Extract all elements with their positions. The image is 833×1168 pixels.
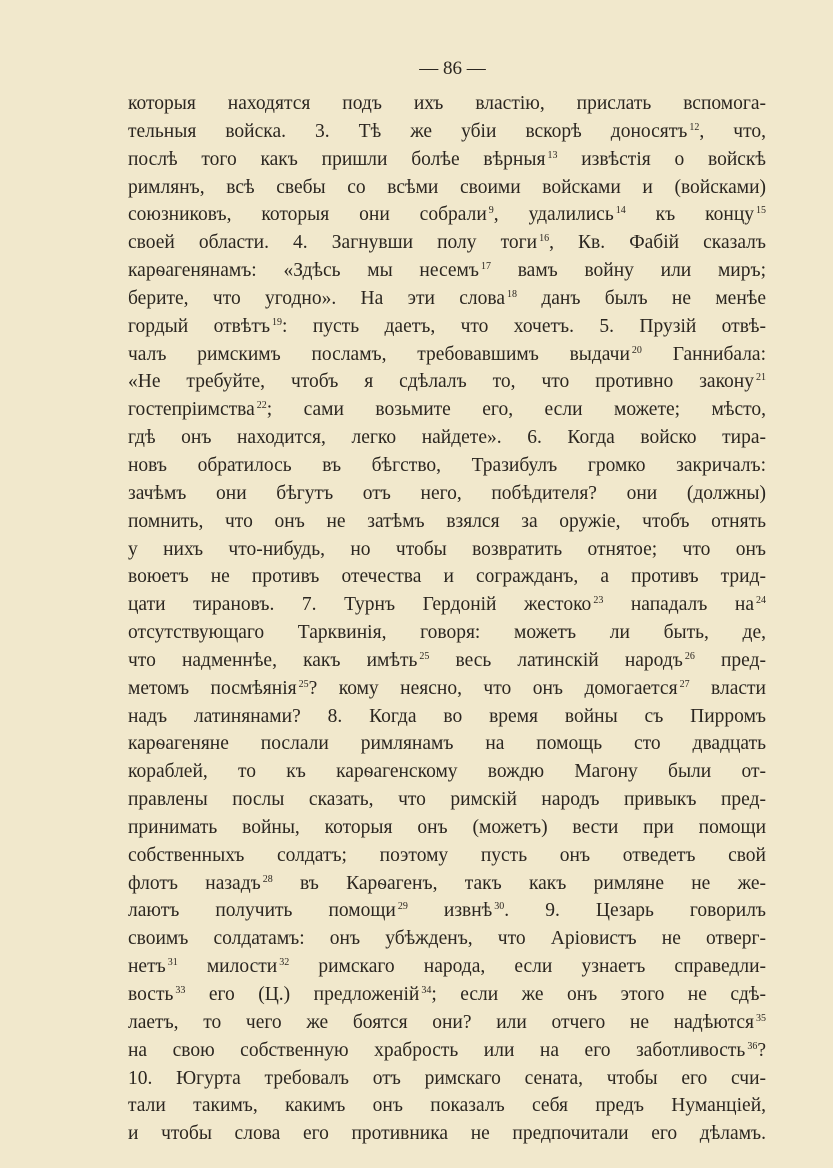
- footnote-ref: 26: [684, 650, 695, 662]
- text-run: его (Ц.) предложеній: [185, 984, 420, 1005]
- footnote-ref: 34: [421, 985, 432, 996]
- text-run: ? кому неясно, что онъ домогается: [308, 677, 678, 699]
- text-line: [128, 229, 766, 257]
- text-run: нетъ: [128, 956, 166, 978]
- text-run: нападалъ на: [603, 594, 755, 616]
- text-run: , Кв. Фабій сказалъ: [549, 232, 766, 254]
- text-line: [128, 563, 766, 591]
- text-run: цати тирановъ. 7. Турнъ Гердоній жестоко: [128, 594, 592, 616]
- text-run: вость: [128, 984, 174, 1005]
- text-run: гостепріимства: [128, 399, 255, 421]
- text-line: [128, 703, 766, 731]
- text-line: [128, 786, 766, 814]
- text-line: [128, 870, 766, 898]
- text-run: въ Карѳагенъ, такъ какъ римляне не же-: [272, 872, 766, 894]
- text-run: гордый отвѣтъ: [128, 315, 271, 337]
- text-run: которыя находятся подъ ихъ властію, прислать вспомога-: [128, 93, 766, 114]
- footnote-ref: 24: [756, 595, 766, 607]
- text-run: римскаго народа, если узнаетъ справедли-: [289, 956, 766, 978]
- page-body-text: [128, 90, 766, 1148]
- text-run: карѳагеняне послали римлянамъ на помощь сто двадцать: [128, 733, 766, 755]
- text-line: [128, 619, 766, 647]
- text-line: [128, 1120, 766, 1148]
- text-line: [128, 842, 766, 870]
- footnote-ref: 35: [756, 1012, 766, 1024]
- text-run: зачѣмъ они бѣгутъ отъ него, побѣдителя? они (должны): [128, 482, 766, 504]
- footnote-ref: 27: [679, 678, 690, 690]
- text-run: извнѣ: [407, 900, 493, 922]
- footnote-ref: 36: [747, 1040, 758, 1052]
- footnote-ref: 15: [756, 205, 766, 217]
- text-run: флотъ назадъ: [128, 872, 261, 894]
- text-run: тельныя войска. 3. Тѣ же убіи вскорѣ доносятъ: [128, 120, 688, 142]
- text-run: ; сами возьмите его, если можете; мѣсто,: [266, 399, 766, 421]
- text-run: извѣстія о войскѣ: [557, 148, 766, 170]
- footnote-ref: 28: [262, 873, 273, 885]
- text-run: : пусть даетъ, что хочетъ. 5. Прузій отвѣ-: [282, 315, 766, 337]
- text-line: [128, 981, 766, 1009]
- text-run: «Не требуйте, чтобъ я сдѣлалъ то, что противно закону: [128, 371, 754, 393]
- text-line: [128, 257, 766, 285]
- text-line: [128, 675, 766, 703]
- footnote-ref: 19: [272, 316, 283, 328]
- text-run: правлены послы сказать, что римскій народъ привыкъ пред-: [128, 789, 766, 811]
- text-run: гдѣ онъ находится, легко найдете». 6. Когда войско тира-: [128, 427, 766, 449]
- text-run: чалъ римскимъ посламъ, требовавшимъ выдачи: [128, 343, 630, 365]
- text-line: [128, 452, 766, 480]
- text-line: [128, 647, 766, 675]
- text-line: [128, 201, 766, 229]
- text-run: власти: [689, 677, 766, 699]
- text-run: кораблей, то къ карѳагенскому вождю Магону были от-: [128, 761, 766, 783]
- footnote-ref: 21: [756, 372, 766, 384]
- text-run: надъ латинянами? 8. Когда во время войны съ Пирромъ: [128, 705, 766, 727]
- text-run: . 9. Цезарь говорилъ: [504, 900, 766, 922]
- text-line: [128, 118, 766, 146]
- text-run: весь латинскій народъ: [429, 649, 683, 671]
- footnote-ref: 22: [256, 400, 267, 412]
- text-run: Ганнибала:: [641, 343, 766, 365]
- text-run: къ концу: [625, 204, 755, 226]
- text-line: [128, 146, 766, 174]
- text-run: лаютъ получить помощи: [128, 900, 396, 922]
- text-run: римлянъ, всѣ свебы со всѣми своими войсками и (войсками): [128, 176, 766, 198]
- footnote-ref: 31: [167, 957, 178, 969]
- text-run: воюетъ не противъ отечества и согражданъ, а противъ трид-: [128, 566, 766, 588]
- text-line: [128, 953, 766, 981]
- text-line: [128, 313, 766, 341]
- footnote-ref: 29: [397, 901, 408, 913]
- text-run: ?: [757, 1039, 766, 1061]
- text-line: [128, 508, 766, 536]
- text-line: [128, 1065, 766, 1093]
- footnote-ref: 12: [689, 121, 700, 133]
- text-run: метомъ посмѣянія: [128, 677, 297, 699]
- page-number: — 86 —: [419, 58, 486, 79]
- text-run: своимъ солдатамъ: онъ убѣжденъ, что Аріовистъ не отверг-: [128, 928, 766, 950]
- text-run: лаетъ, то чего же боятся они? или отчего не надѣются: [128, 1011, 754, 1033]
- text-run: что надменнѣе, какъ имѣть: [128, 649, 418, 671]
- footnote-ref: 32: [279, 957, 290, 969]
- text-run: 10. Югурта требовалъ отъ римскаго сената, чтобы его счи-: [128, 1067, 766, 1089]
- footnote-ref: 33: [175, 985, 186, 996]
- text-run: отсутствующаго Тарквинія, говоря: можетъ ли быть, де,: [128, 622, 766, 644]
- text-run: и чтобы слова его противника не предпочитали его дѣламъ.: [128, 1123, 766, 1145]
- text-run: карѳагенянамъ: «Здѣсь мы несемъ: [128, 260, 479, 282]
- footnote-ref: 17: [480, 261, 491, 273]
- text-line: [128, 536, 766, 564]
- text-line: [128, 925, 766, 953]
- text-line: [128, 730, 766, 758]
- text-run: союзниковъ, которыя они собрали: [128, 204, 487, 226]
- text-line: [128, 897, 766, 925]
- text-line: [128, 814, 766, 842]
- text-run: пред-: [694, 649, 766, 671]
- text-line: [128, 424, 766, 452]
- text-run: принимать войны, которыя онъ (можетъ) вести при помощи: [128, 816, 766, 838]
- text-line: [128, 758, 766, 786]
- text-run: данъ былъ не менѣе: [517, 287, 766, 309]
- footnote-ref: 16: [539, 233, 550, 245]
- text-line: [128, 1009, 766, 1037]
- footnote-ref: 20: [631, 344, 642, 356]
- text-run: новъ обратилось въ бѣгство, Тразибулъ громко закричалъ:: [128, 454, 766, 476]
- text-run: собственныхъ солдатъ; поэтому пусть онъ отведетъ свой: [128, 844, 766, 866]
- text-run: послѣ того какъ пришли болѣе вѣрныя: [128, 148, 546, 170]
- footnote-ref: 25: [298, 678, 309, 690]
- footnote-ref: 14: [615, 205, 626, 217]
- text-run: своей области. 4. Загнувши полу тоги: [128, 232, 538, 254]
- text-run: , удалились: [493, 204, 614, 226]
- text-run: помнить, что онъ не затѣмъ взялся за оружіе, чтобъ отнять: [128, 510, 766, 532]
- text-line: [128, 90, 766, 118]
- text-run: у нихъ что-нибудь, но чтобы возвратить отнятое; что онъ: [128, 538, 766, 560]
- footnote-ref: 18: [507, 288, 517, 300]
- text-run: на свою собственную храбрость или на его заботливость: [128, 1039, 746, 1061]
- text-line: [128, 1092, 766, 1120]
- text-line: [128, 591, 766, 619]
- text-run: ; если же онъ этого не сдѣ-: [431, 984, 766, 1005]
- footnote-ref: 13: [547, 149, 558, 161]
- footnote-ref: 23: [593, 595, 604, 607]
- footnote-ref: 9: [488, 205, 494, 217]
- text-run: , что,: [699, 120, 766, 142]
- footnote-ref: 30: [494, 901, 505, 913]
- text-line: [128, 480, 766, 508]
- text-line: [128, 1037, 766, 1065]
- text-line: [128, 341, 766, 369]
- text-run: тали такимъ, какимъ онъ показалъ себя предъ Нуманціей,: [128, 1095, 766, 1117]
- text-run: вамъ войну или миръ;: [490, 260, 766, 282]
- text-line: [128, 174, 766, 202]
- text-line: [128, 285, 766, 313]
- footnote-ref: 25: [419, 650, 430, 662]
- text-run: берите, что угодно». На эти слова: [128, 287, 505, 309]
- text-run: милости: [177, 956, 278, 978]
- text-line: [128, 396, 766, 424]
- text-line: [128, 368, 766, 396]
